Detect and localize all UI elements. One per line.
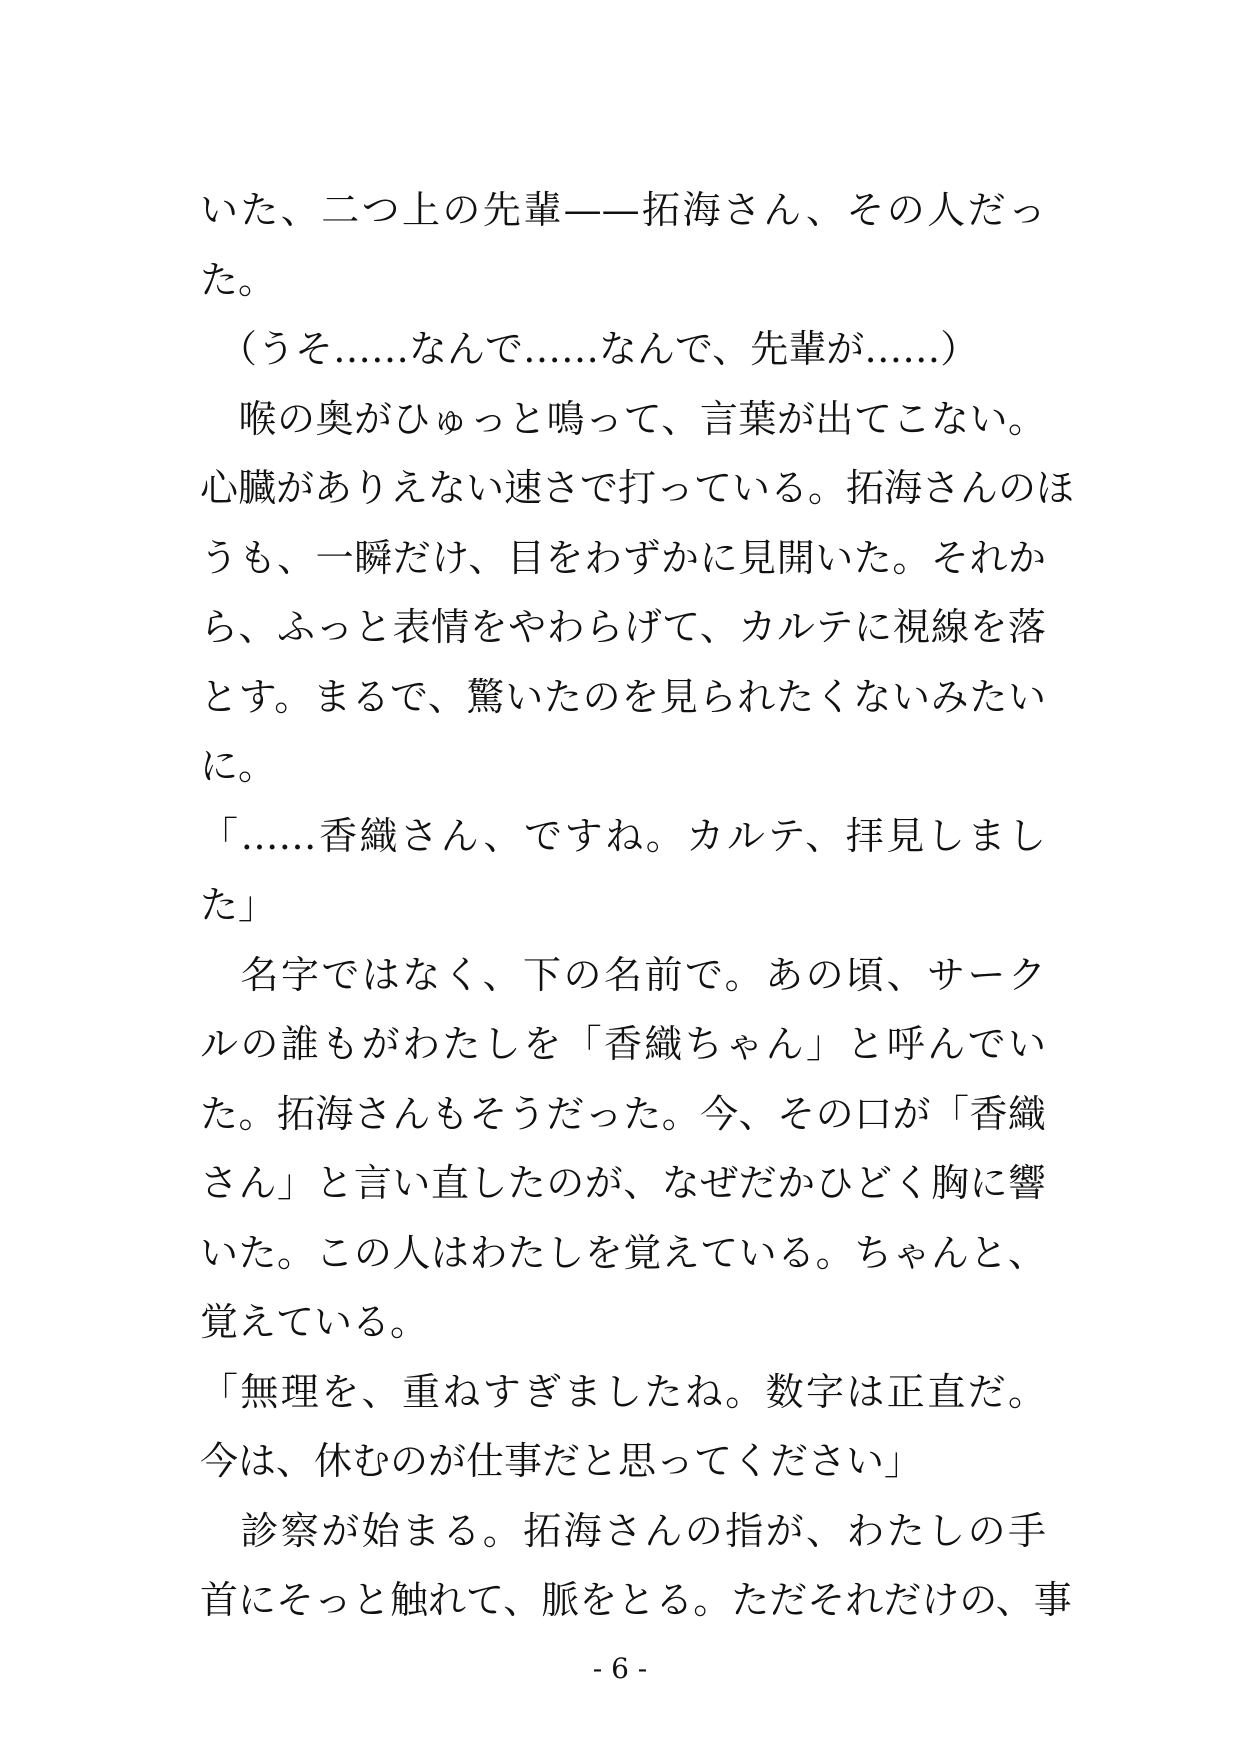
text-line: さん」と言い直したのが、なぜだかひどく胸に響 xyxy=(200,1161,1046,1205)
text-line: （うそ……なんで……なんで、先輩が……） xyxy=(200,327,979,371)
text-line: に。 xyxy=(200,744,277,788)
text-line: た。拓海さんもそうだった。今、その口が「香織 xyxy=(200,1091,1046,1136)
text-line: た。 xyxy=(200,257,277,302)
text-line: 心臓がありえない速さで打っている。拓海さんのほ xyxy=(200,466,1075,510)
text-line: 覚えている。 xyxy=(200,1300,429,1344)
text-line: 首にそっと触れて、脈をとる。ただそれだけの、事 xyxy=(200,1578,1072,1622)
text-line: 今は、休むのが仕事だと思ってください」 xyxy=(200,1439,923,1483)
text-line: いた、二つ上の先輩——拓海さん、その人だっ xyxy=(200,188,1046,232)
text-line: 「無理を、重ねすぎましたね。数字は正直だ。 xyxy=(200,1369,1046,1414)
text-line: 喉の奥がひゅっと鳴って、言葉が出てこない。 xyxy=(200,396,1046,441)
text-line: いた。この人はわたしを覚えている。ちゃんと、 xyxy=(200,1230,1046,1275)
text-line: うも、一瞬だけ、目をわずかに見開いた。それか xyxy=(200,535,1046,580)
text-line: とす。まるで、驚いたのを見られたくないみたい xyxy=(200,674,1046,719)
text-line: 診察が始まる。拓海さんの指が、わたしの手 xyxy=(200,1508,1046,1553)
text-line: ら、ふっと表情をやわらげて、カルテに視線を落 xyxy=(200,605,1046,649)
page-number: - 6 - xyxy=(592,1652,648,1685)
text-line: た」 xyxy=(200,883,277,927)
text-line: 名字ではなく、下の名前で。あの頃、サーク xyxy=(200,952,1046,997)
body-text xyxy=(200,176,1075,1636)
text-line: 「……香織さん、ですね。カルテ、拝見しまし xyxy=(200,813,1046,858)
text-line: ルの誰もがわたしを「香織ちゃん」と呼んでい xyxy=(200,1022,1046,1066)
